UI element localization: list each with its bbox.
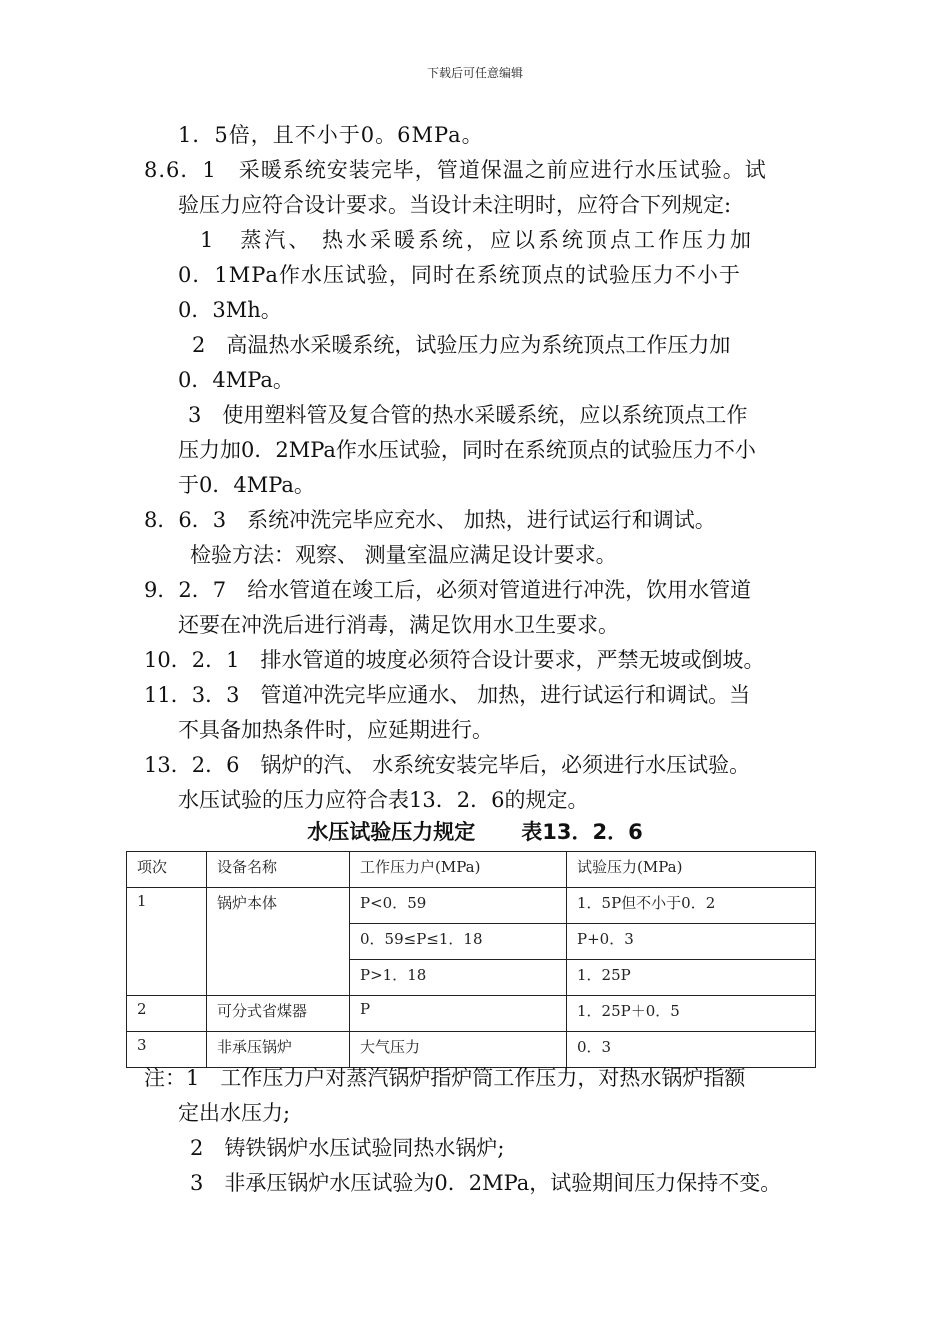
cell-test: P+0．3 xyxy=(567,924,816,960)
cell-work: P<0．59 xyxy=(350,888,567,924)
cell-test: 1．5P但不小于0．2 xyxy=(567,888,816,924)
text-line: 1 蒸汽、 热水采暖系统，应以系统顶点工作压力加 xyxy=(200,228,755,252)
cell-no: 3 xyxy=(127,1032,207,1068)
cell-test: 0．3 xyxy=(567,1032,816,1068)
table-title-text: 水压试验压力规定 xyxy=(307,820,476,844)
text-line: 水压试验的压力应符合表13．2．6的规定。 xyxy=(178,788,589,812)
note-line: 3 非承压锅炉水压试验为0．2MPa，试验期间压力保持不变。 xyxy=(190,1171,782,1195)
pressure-table xyxy=(126,851,816,1068)
cell-work: 大气压力 xyxy=(350,1032,567,1068)
text-line: 压力加0．2MPa作水压试验，同时在系统顶点的试验压力不小 xyxy=(178,438,756,462)
cell-work: 0．59≤P≤1．18 xyxy=(350,924,567,960)
cell-name: 锅炉本体 xyxy=(207,888,350,996)
header-cell: 试验压力(MPa) xyxy=(567,852,816,888)
cell-test: 1．25P xyxy=(567,960,816,996)
table-title xyxy=(0,816,950,846)
cell-name: 可分式省煤器 xyxy=(207,996,350,1032)
text-line: 0．1MPa作水压试验，同时在系统顶点的试验压力不小于 xyxy=(178,263,741,287)
clause-11-3-3: 11．3．3 管道冲洗完毕应通水、 加热，进行试运行和调试。当 xyxy=(144,683,751,707)
cell-no: 2 xyxy=(127,996,207,1032)
table-row xyxy=(127,888,816,924)
cell-no: 1 xyxy=(127,888,207,996)
note-line: 2 铸铁锅炉水压试验同热水锅炉; xyxy=(190,1136,505,1160)
cell-name: 非承压锅炉 xyxy=(207,1032,350,1068)
text-line: 验压力应符合设计要求。当设计未注明时，应符合下列规定: xyxy=(178,193,732,217)
header-cell: 项次 xyxy=(127,852,207,888)
text-line: 3 使用塑料管及复合管的热水采暖系统，应以系统顶点工作 xyxy=(188,403,748,427)
clause-8-6-1: 8.6．1 采暖系统安装完毕，管道保温之前应进行水压试验。试 xyxy=(144,158,767,182)
clause-8-6-3: 8．6．3 系统冲洗完毕应充水、 加热，进行试运行和调试。 xyxy=(144,508,716,532)
header-cell: 工作压力户(MPa) xyxy=(350,852,567,888)
table-number: 表13．2．6 xyxy=(521,820,643,844)
text-line: 0．3Mh。 xyxy=(178,298,282,322)
text-line: 不具备加热条件时，应延期进行。 xyxy=(178,718,493,742)
clause-10-2-1: 10．2．1 排水管道的坡度必须符合设计要求，严禁无坡或倒坡。 xyxy=(144,648,765,672)
text-line: 0．4MPa。 xyxy=(178,368,294,392)
table-row xyxy=(127,1032,816,1068)
text-line: 检验方法：观察、 测量室温应满足设计要求。 xyxy=(190,543,617,567)
text-line: 1．5倍，且不小于0。6MPa。 xyxy=(178,123,484,147)
page-header: 下载后可任意编辑 xyxy=(426,66,523,80)
table-header-row xyxy=(127,852,816,888)
cell-test: 1．25P＋0．5 xyxy=(567,996,816,1032)
text-line: 于0．4MPa。 xyxy=(178,473,315,497)
clause-9-2-7: 9．2．7 给水管道在竣工后，必须对管道进行冲洗，饮用水管道 xyxy=(144,578,752,602)
note-line: 注：1 工作压力户对蒸汽锅炉指炉筒工作压力，对热水锅炉指额 xyxy=(144,1066,746,1090)
text-line: 还要在冲洗后进行消毒，满足饮用水卫生要求。 xyxy=(178,613,619,637)
table-row xyxy=(127,996,816,1032)
clause-13-2-6: 13．2．6 锅炉的汽、 水系统安装完毕后，必须进行水压试验。 xyxy=(144,753,751,777)
cell-work: P xyxy=(350,996,567,1032)
note-line: 定出水压力; xyxy=(178,1101,291,1125)
header-cell: 设备名称 xyxy=(207,852,350,888)
cell-work: P>1．18 xyxy=(350,960,567,996)
text-line: 2 高温热水采暖系统，试验压力应为系统顶点工作压力加 xyxy=(192,333,731,357)
